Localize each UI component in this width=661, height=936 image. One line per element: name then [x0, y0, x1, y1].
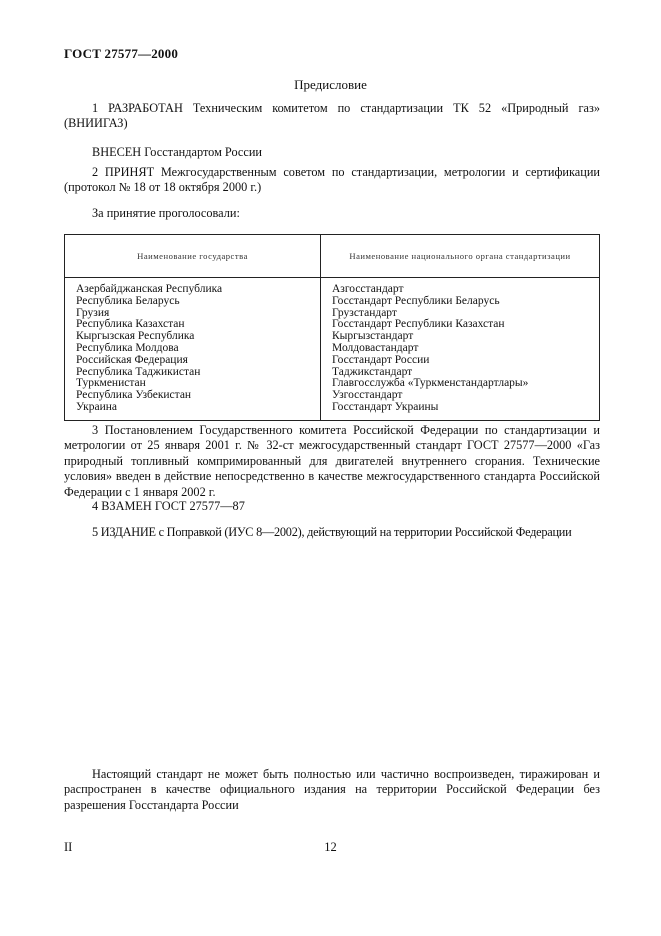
state-name: Украина	[76, 400, 117, 413]
state-name: Республика Таджикистан	[76, 365, 201, 378]
item-3-enactment	[64, 423, 600, 500]
item-2-prefix: 2	[92, 165, 105, 179]
voting-states-table	[64, 234, 600, 421]
standards-body-column	[321, 278, 600, 421]
state-name: Грузия	[76, 306, 110, 319]
standards-body-name: Госстандарт Республики Беларусь	[332, 294, 500, 307]
item-1-text: Техническим комитетом по стандартизации ТК 52 «Природный газ» (ВНИИГАЗ)	[64, 101, 600, 131]
item-5-edition	[64, 525, 600, 540]
document-code: ГОСТ 27577—2000	[64, 46, 179, 61]
item-1-keyword: РАЗРАБОТАН	[108, 101, 183, 115]
standards-body-name: Госстандарт Украины	[332, 400, 439, 413]
standards-body-name: Кыргызстандарт	[332, 330, 414, 343]
standards-body-name: Узгосстандарт	[332, 389, 403, 402]
item-4-text: ГОСТ 27577—87	[151, 499, 245, 513]
state-name: Туркменистан	[76, 377, 146, 390]
standards-body-name: Грузстандарт	[332, 306, 397, 319]
item-2-text: Межгосударственным советом по стандартизации, метрологии и сертификации (протокол № 18 от 18 октября 2000 г.)	[64, 165, 600, 195]
standards-body-name: Азгосстандарт	[332, 283, 404, 295]
item-3-text: 3 Постановлением Государственного комитета Российской Федерации по стандартизации и метрологии от 25 января 2001 г. № 32-ст межгосударственный стандарт ГОСТ 27577—2000 «Газ природный топливный компримированный для двигателей внутреннего сгорания. Технические условия» введен в действие непосредственно в качестве межгосударственного стандарта Российской Федерации с 1 января 2002 г.	[64, 423, 600, 499]
header-state: Наименование государства	[65, 235, 321, 278]
voted-label-text: За принятие проголосовали:	[92, 206, 240, 220]
item-5-prefix: 5	[92, 525, 101, 539]
item-1-prefix: 1	[92, 101, 109, 115]
state-name: Азербайджанская Республика	[76, 283, 223, 295]
introduced-keyword: ВНЕСЕН	[92, 145, 142, 159]
page-number: 12	[324, 840, 337, 854]
state-name: Республика Молдова	[76, 341, 179, 354]
item-5-keyword: ИЗДАНИЕ	[100, 525, 156, 539]
state-name: Кыргызская Республика	[76, 330, 195, 343]
state-name: Республика Беларусь	[76, 294, 180, 307]
item-5-text: с Поправкой (ИУС 8—2002), действующий на территории Российской Федерации	[155, 525, 572, 539]
state-name: Республика Казахстан	[76, 318, 185, 331]
introduced-text: Госстандартом России	[141, 145, 262, 159]
preface-title: Предисловие	[294, 77, 367, 92]
header-standards-body: Наименование национального органа стандартизации	[321, 235, 600, 278]
introduced-by	[64, 145, 600, 160]
state-column	[65, 278, 321, 421]
state-name: Российская Федерация	[76, 353, 188, 366]
standards-body-name: Госстандарт Республики Казахстан	[332, 318, 505, 331]
table-row	[65, 278, 600, 421]
table-header-row	[65, 235, 600, 278]
item-4-keyword: ВЗАМЕН	[101, 499, 152, 513]
item-2-adopted	[64, 165, 600, 196]
state-name: Республика Узбекистан	[76, 389, 192, 402]
voted-label	[64, 206, 600, 221]
standards-body-name: Госстандарт России	[332, 353, 430, 366]
item-4-prefix: 4	[92, 499, 102, 513]
roman-page-number: II	[64, 840, 73, 854]
item-4-replaces	[64, 499, 600, 514]
item-1-developed	[64, 101, 600, 132]
standards-body-name: Молдовастандарт	[332, 341, 419, 354]
standards-body-name: Главгосслужба «Туркменстандартлары»	[332, 377, 529, 390]
copyright-notice	[64, 767, 600, 813]
copyright-notice-text: Настоящий стандарт не может быть полностью или частично воспроизведен, тиражирован и распространен в качестве официального издания на территории Российской Федерации без разрешения Госстандарта России	[64, 767, 600, 812]
item-2-keyword: ПРИНЯТ	[104, 165, 155, 179]
standards-body-name: Таджикстандарт	[332, 365, 413, 378]
